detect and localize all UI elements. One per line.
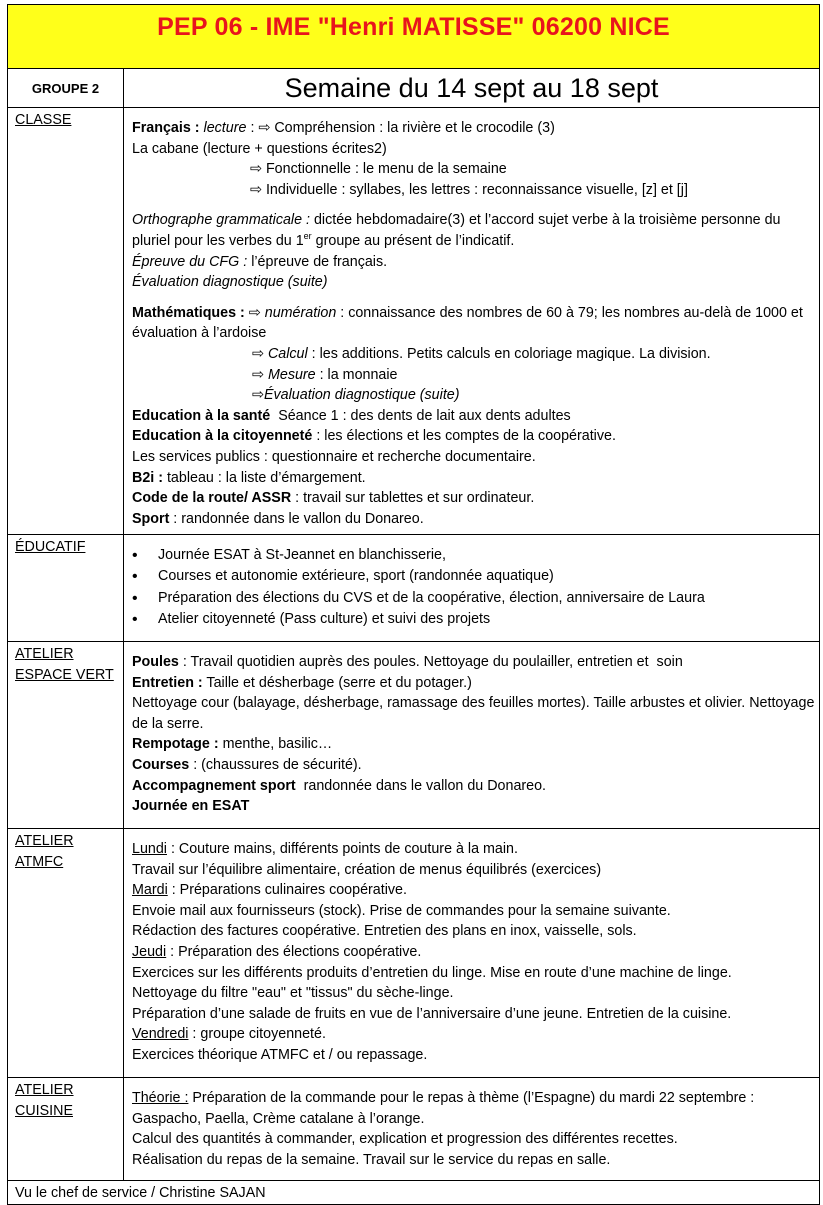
content-educatif — [124, 535, 820, 642]
content-atmfc — [124, 829, 820, 1078]
cuisine-line: Calcul des quantités à commander, explication et progression des différentes recettes. — [132, 1131, 678, 1148]
label-cuisine — [8, 1078, 124, 1181]
label-educatif-text: ÉDUCATIF — [15, 539, 86, 555]
list-item: • Courses et autonomie extérieure, sport (randonnée aquatique) — [132, 566, 815, 587]
footer-signature: Vu le chef de service / Christine SAJAN — [8, 1181, 820, 1205]
row-cuisine — [8, 1078, 820, 1181]
group-label: GROUPE 2 — [8, 69, 124, 108]
accomp-line: Accompagnement sport randonnée dans le vallon du Donareo. — [132, 777, 547, 794]
content-cuisine — [124, 1078, 820, 1181]
row-classe — [8, 108, 820, 535]
content-classe — [124, 108, 820, 535]
planning-table — [7, 4, 820, 1205]
atmfc-line: Exercices théorique ATMFC et / ou repassage. — [132, 1046, 428, 1063]
content-espace-vert — [124, 642, 820, 829]
theorie-line: Théorie : Préparation de la commande pour le repas à thème (l’Espagne) du mardi 22 septembre : Gaspacho, Paella, Crème catalane à l’orange. — [132, 1090, 759, 1127]
francais-line: Français : lecture : ⇨ Compréhension : la rivière et le crocodile (3) — [132, 120, 555, 136]
label-classe-text: CLASSE — [15, 112, 72, 128]
label-atmfc — [8, 829, 124, 1078]
label-atmfc-line1: ATELIER — [15, 833, 74, 849]
list-item: • Journée ESAT à St-Jeannet en blanchisserie, — [132, 545, 815, 566]
arrow-icon: ⇨ — [252, 345, 268, 362]
atmfc-line: Rédaction des factures coopérative. Entretien des plans en inox, vaisselle, sols. — [132, 923, 637, 940]
cfg-line: Épreuve du CFG : l’épreuve de français. — [132, 253, 388, 270]
sport-line: Sport : randonnée dans le vallon du Donareo. — [132, 510, 424, 527]
atmfc-line: Exercices sur les différents produits d’entretien du linge. Mise en route d’une machine de linge. — [132, 964, 732, 981]
label-espace-vert-line2: ESPACE VERT — [15, 666, 114, 683]
poules-line: Poules : Travail quotidien auprès des poules. Nettoyage du poulailler, entretien et soin — [132, 654, 683, 670]
eval-line-2: ⇨Évaluation diagnostique (suite) — [252, 387, 460, 404]
calcul-line: ⇨ Calcul : les additions. Petits calculs en coloriage magique. La division. — [252, 345, 711, 362]
week-title: Semaine du 14 sept au 18 sept — [124, 69, 820, 108]
label-espace-vert-line1: ATELIER — [15, 646, 74, 662]
nettoyage-line: Nettoyage cour (balayage, désherbage, ramassage des feuilles mortes). Taille arbustes et olivier. Nettoyage de la serre. — [132, 695, 819, 732]
fonctionnelle-line: ⇨ Fonctionnelle : le menu de la semaine — [250, 161, 507, 178]
sante-line: Education à la santé Séance 1 : des dents de lait aux dents adultes — [132, 407, 571, 424]
page-title: PEP 06 - IME "Henri MATISSE" 06200 NICE — [157, 13, 670, 41]
title-cell — [8, 5, 820, 69]
educatif-list — [132, 545, 815, 631]
arrow-icon: ⇨ — [252, 366, 268, 383]
list-item: • Préparation des élections du CVS et de la coopérative, élection, anniversaire de Laura — [132, 588, 815, 609]
route-line: Code de la route/ ASSR : travail sur tablettes et sur ordinateur. — [132, 490, 535, 507]
lundi-line: Lundi : Couture mains, différents points de couture à la main. — [132, 841, 518, 857]
maths-line: Mathématiques : ⇨ numération : connaissance des nombres de 60 à 79; les nombres au-delà de 1000 et évaluation à l’ardoise — [132, 304, 807, 342]
atmfc-line: Envoie mail aux fournisseurs (stock). Prise de commandes pour la semaine suivante. — [132, 902, 671, 919]
cabane-line: La cabane (lecture + questions écrites2) — [132, 140, 387, 157]
individuelle-line: ⇨ Individuelle : syllabes, les lettres : reconnaissance visuelle, [z] et [j] — [250, 181, 688, 198]
courses-line: Courses : (chaussures de sécurité). — [132, 756, 362, 773]
arrow-icon: ⇨ — [252, 387, 264, 404]
row-espace-vert — [8, 642, 820, 829]
row-educatif — [8, 535, 820, 642]
rempotage-line: Rempotage : menthe, basilic… — [132, 736, 333, 753]
label-classe — [8, 108, 124, 535]
list-item: • Atelier citoyenneté (Pass culture) et suivi des projets — [132, 609, 815, 630]
row-atmfc — [8, 829, 820, 1078]
jeudi-line: Jeudi : Préparation des élections coopérative. — [132, 943, 422, 960]
label-cuisine-line1: ATELIER — [15, 1082, 74, 1098]
atmfc-line: Préparation d’une salade de fruits en vue de l’anniversaire d’une jeune. Entretien de la cuisine. — [132, 1005, 732, 1022]
services-line: Les services publics : questionnaire et recherche documentaire. — [132, 448, 536, 465]
label-espace-vert — [8, 642, 124, 829]
b2i-line: B2i : tableau : la liste d’émargement. — [132, 469, 366, 486]
citoyennete-line: Education à la citoyenneté : les élections et les comptes de la coopérative. — [132, 428, 616, 445]
esat-line: Journée en ESAT — [132, 798, 250, 815]
ortho-line: Orthographe grammaticale : dictée hebdomadaire(3) et l’accord sujet verbe à la troisième personne du pluriel pour les verbes du 1er groupe au présent de l’indicatif. — [132, 212, 785, 249]
label-cuisine-line2: CUISINE — [15, 1102, 73, 1119]
atmfc-line: Nettoyage du filtre "eau" et "tissus" du sèche-linge. — [132, 985, 454, 1002]
mardi-line: Mardi : Préparations culinaires coopérative. — [132, 882, 407, 899]
vendredi-line: Vendredi : groupe citoyenneté. — [132, 1026, 326, 1043]
atmfc-line: Travail sur l’équilibre alimentaire, création de menus équilibrés (exercices) — [132, 861, 602, 878]
label-atmfc-line2: ATMFC — [15, 853, 64, 870]
entretien-line: Entretien : Taille et désherbage (serre et du potager.) — [132, 674, 472, 691]
eval-line-1: Évaluation diagnostique (suite) — [132, 274, 328, 291]
mesure-line: ⇨ Mesure : la monnaie — [252, 366, 398, 383]
cuisine-line: Réalisation du repas de la semaine. Travail sur le service du repas en salle. — [132, 1151, 611, 1168]
label-educatif — [8, 535, 124, 642]
